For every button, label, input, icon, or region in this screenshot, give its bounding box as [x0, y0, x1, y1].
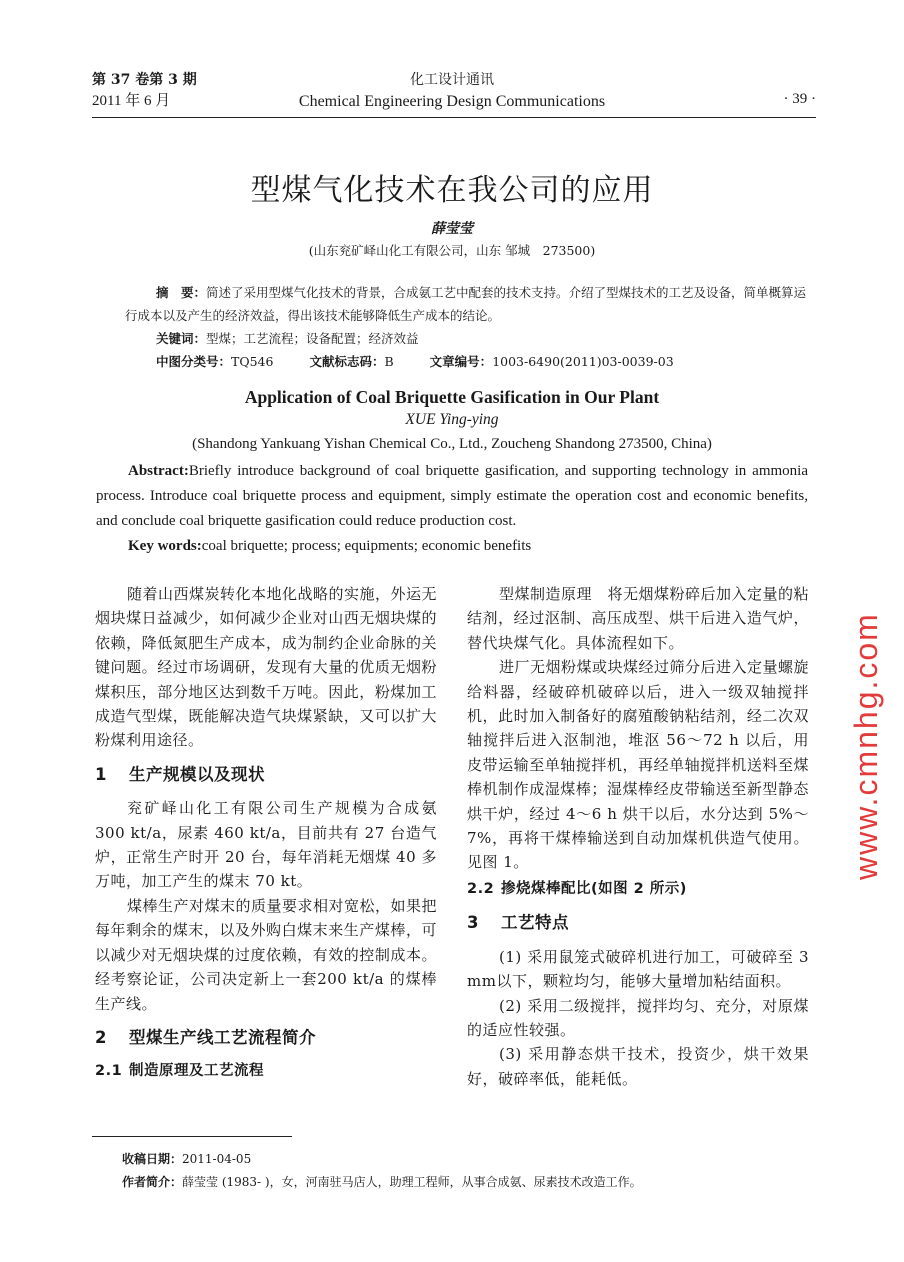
en-keywords-text: coal briquette; process; equipments; economic benefits — [201, 538, 532, 554]
intro-paragraph: 随着山西煤炭转化本地化战略的实施，外运无烟块煤日益减少，如何减少企业对山西无烟块煤的依赖，降低氮肥生产成本，成为制约企业命脉的关键问题。经过市场调研，发现有大量的优质无烟粉煤积压，部分地区达到数千万吨。因此，粉煤加工成造气型煤，既能解决造气块煤紧缺，又可以扩大粉煤利用途径。 — [95, 585, 438, 750]
bio-label: 作者简介： — [122, 1175, 183, 1189]
journal-name-en: Chemical Engineering Design Communications — [298, 93, 606, 110]
paragraph: 型煤制造原理 将无烟煤粉碎后加入定量的粘结剂，经过沤制、高压成型、烘干后进入造气炉，替代块煤气化。具体流程如下。 — [467, 585, 810, 652]
en-abstract-text: Briefly introduce background of coal briquette gasification, and supporting technology in ammonia process. Introduce coal briquette process and equipment, simply estimate the operation cost and economic benefits, and conclude coal briquette gasification could reduce production cost. — [96, 463, 808, 529]
author-bio: 薛莹莹 (1983- )，女，河南驻马店人，助理工程师，从事合成氨、尿素技术改造工作。 — [182, 1175, 642, 1189]
feature-item: (1) 采用鼠笼式破碎机进行加工，可破碎至 3 mm以下，颗粒均匀，能够大量增加粘结面积。 — [467, 947, 809, 991]
article-no-label: 文章编号： — [429, 354, 493, 369]
section-title: 生产规模以及现状 — [129, 764, 265, 784]
section-2-heading — [95, 1026, 437, 1050]
header-rule — [92, 117, 816, 118]
feature-item: (3) 采用静态烘干技术，投资少，烘干效果好，破碎率低，能耗低。 — [467, 1045, 809, 1088]
doc-code-value: B — [384, 354, 394, 369]
right-column — [467, 582, 809, 1091]
section-number: 2 — [95, 1027, 107, 1047]
clc-label: 中图分类号： — [156, 354, 232, 369]
section-number: 1 — [95, 764, 107, 784]
section-1-heading — [95, 763, 437, 787]
paper-title: 型煤气化技术在我公司的应用 — [250, 173, 654, 208]
journal-name — [262, 70, 642, 112]
volume-issue: 第 37 卷第 3 期 — [92, 72, 197, 88]
article-no-value: 1003-6490(2011)03-0039-03 — [492, 354, 674, 369]
section-title: 型煤生产线工艺流程简介 — [129, 1027, 316, 1047]
en-abstract-label: Abstract: — [128, 463, 189, 479]
author-name: 薛莹莹 — [431, 221, 473, 237]
keywords-text: 型煤；工艺流程；设备配置；经济效益 — [206, 331, 419, 346]
clc-value: TQ546 — [231, 354, 274, 369]
english-abstract-block — [96, 459, 808, 559]
issue-date: 2011 年 6 月 — [92, 93, 171, 109]
section-title: 掺烧煤棒配比(如图 2 所示) — [501, 880, 687, 897]
abstract-text: 简述了采用型煤气化技术的背景，合成氨工艺中配套的技术支持。介绍了型煤技术的工艺及设备，简单概算运行成本以及产生的经济效益，得出该技术能够降低生产成本的结论。 — [125, 285, 807, 323]
paragraph: 煤棒生产对煤末的质量要求相对宽松，如果把每年剩余的煤末，以及外购白煤末来生产煤棒，可以减少对无烟块煤的过度依赖，有效的控制成本。经考察论证，公司决定新上一套200 kt/a 的煤棒生产线。 — [95, 896, 438, 1013]
english-author: XUE Ying-ying — [405, 411, 499, 428]
received-label: 收稿日期： — [122, 1152, 183, 1166]
section-number: 2.1 — [95, 1063, 123, 1080]
page-number: · 39 · — [783, 91, 816, 107]
journal-name-cn: 化工设计通讯 — [410, 72, 494, 88]
section-2-1-heading — [95, 1059, 437, 1083]
received-date: 2011-04-05 — [182, 1152, 252, 1166]
chinese-abstract-block — [125, 281, 810, 373]
abstract-label: 摘 要： — [156, 285, 207, 300]
footnote — [122, 1148, 642, 1194]
english-title: Application of Coal Briquette Gasification in Our Plant — [244, 387, 660, 407]
keywords-label: 关键词： — [156, 331, 207, 346]
english-affiliation: (Shandong Yankuang Yishan Chemical Co., Ltd., Zoucheng Shandong 273500, China) — [192, 436, 712, 452]
section-number: 2.2 — [467, 880, 495, 897]
section-3-heading — [467, 911, 809, 935]
watermark: www.cmnhg.com — [848, 612, 884, 880]
section-title: 工艺特点 — [501, 913, 569, 933]
paragraph: 兖矿峄山化工有限公司生产规模为合成氨 300 kt/a，尿素 460 kt/a，目前共有 27 台造气炉，正常生产时开 20 台，每年消耗无烟煤 40 多万吨，加工产生的煤末 70 kt。 — [95, 799, 437, 891]
issue-info — [92, 70, 197, 112]
affiliation: (山东兖矿峄山化工有限公司，山东 邹城 273500) — [308, 243, 596, 258]
doc-code-label: 文献标志码： — [309, 354, 385, 369]
section-2-2-heading — [467, 877, 809, 901]
feature-item: (2) 采用二级搅拌，搅拌均匀、充分，对原煤的适应性较强。 — [467, 996, 809, 1039]
en-keywords-label: Key words: — [128, 538, 202, 554]
section-title: 制造原理及工艺流程 — [129, 1063, 264, 1080]
paragraph: 进厂无烟粉煤或块煤经过筛分后进入定量螺旋给料器，经破碎机破碎以后，进入一级双轴搅拌机，此时加入制备好的腐殖酸钠粘结剂，经二次双轴搅拌后进入沤制池，堆沤 56～72 h 以后，用皮带运输至单轴搅拌机，再经单轴搅拌机送料至煤棒机制作成湿煤棒；湿煤棒经皮带输送至新型静态烘干炉，经过 4～6 h 烘干以后，水分达到 5%～7%，再将干煤棒输送到自动加煤机供造气使用。见图 1。 — [467, 658, 810, 872]
footnote-rule — [92, 1136, 292, 1137]
section-number: 3 — [467, 913, 479, 933]
left-column — [95, 582, 437, 1086]
